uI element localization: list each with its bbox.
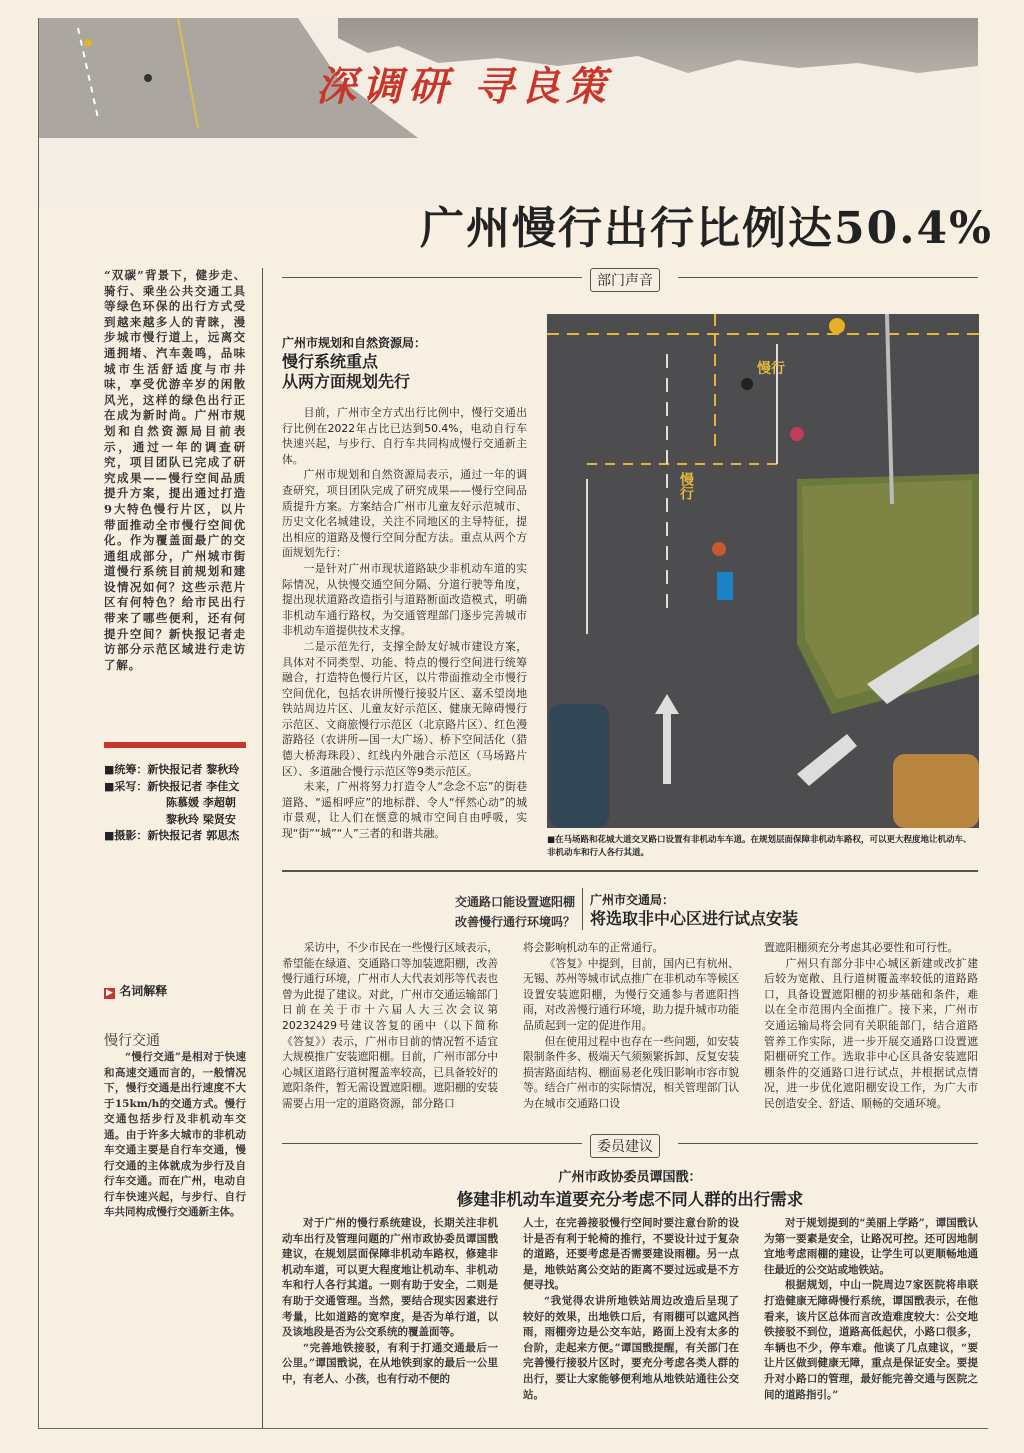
section-tag-department: 部门声音 [590,268,660,292]
heading-divider [582,888,583,930]
article-transport-col1: 采访中，不少市民在一些慢行区域表示，希望能在绿道、交通路口等加装遮阳棚，改善慢行通行环境，广州市人大代表刘彤等代表也曾为此提了建议。对此，广州市交通运输部门日前在关于市十六届人大三次会议第20232429号建议答复的函中（以下简称《答复》）表示，广州市目前的情况暂不适宜大规模推广安装遮阳棚。目前，广州市部分中心城区道路行道树覆盖率较高，已具备较好的遮阳条件，暂无需设置遮阳棚。遮阳棚的安装需要占用一定的道路资源，部分路口 [282,941,498,1110]
column-divider [262,268,263,1428]
arrow-icon: ▶ [104,988,115,999]
section-tag-committee: 委员建议 [590,1134,660,1158]
column-title: 深调研 寻良策 [316,63,612,110]
article-cppcc-col1: 对于广州的慢行系统建设，长期关注非机动车出行及管理问题的广州市政协委员谭国戬建议，在规划层面保障非机动车路权，修建非机动车道，可以更大程度地让机动车、非机动车和行人各行其道。一则有助于安全，二则是有助于交通管理。当然，要结合现实因素进行考量，比如道路的宽窄度，是否为单行道，以及该地段是否为公交系统的覆盖面等。 “完善地铁接驳，有利于打通交通最后一公里。”谭国戬说，在从地铁到家的最后一公里中，有老人、小孩，也有行动不便的 [282,1217,498,1385]
article-planning: 目前，广州市全方式出行比例中，慢行交通出行比例在2022年占比已达到50.4%，电动自行车快速兴起，与步行、自行车共同构成慢行交通新主体。 广州市规划和自然资源局表示，通过一年的调查研究，项目团队完成了研究成果——慢行空间品质提升方案。方案结合广州市儿童友好示范城市、历史文化名城建设，关注不同地区的主导特征，提出相应的道路及慢行空间分配方法。重点从两个方面规划先行： 一是针对广州市现状道路缺少非机动车道的实际情况，从快慢交通空间分隔、分道行驶等角度，提出现状道路改造指引与道路断面改造模式，明确非机动车通行路权，为交通管理部门逐步完善城市非机动车道提供技术支撑。 二是示范先行，支撑全龄友好城市建设方案，具体对不同类型、功能、特点的慢行空间进行统筹融合，打造特色慢行片区，以片带面推动全市慢行空间优化，包括农讲所慢行接驳片区、嘉禾望岗地铁站周边片区、儿童友好示范区、健康无障碍慢行示范区、文商旅慢行示范区（北京路片区）、红色漫游路径（农讲所—国一大广场）、桥下空间活化（猎德大桥海珠段）、红线内外融合示范区（马场路片区）、多道融合慢行示范区等9类示范区。 未来，广州将努力打造令人“念念不忘”的街巷道路、“遥相呼应”的地标群、令人“怦然心动”的城市景观，让人们在惬意的城市空间自由呼吸，实现“街”“城”“人”三者的和谐共融。 [282,406,527,841]
headline-planning: 慢行系统重点 从两方面规划先行 [282,352,411,391]
rule [678,277,978,278]
article-transport-col3: 置遮阳棚须充分考虑其必要性和可行性。 广州只有部分非中心城区新建或改扩建后较为宽敞、且行道树覆盖率较低的道路路口，具备设置遮阳棚的初步基础和条件，难以在全市范围内全面推广。接下来，广州市交通运输局将会同有关职能部门，结合道路管养工作实际，进一步开展交通路口设置遮阳棚研究工作。选取非中心区具备安装遮阳棚条件的交通路口进行试点，并根据试点情况，进一步优化遮阳棚安设工作，为广大市民创造安全、舒适、顺畅的交通环境。 [764,941,978,1110]
road-mark-slow: 慢行 [757,361,785,377]
credits [104,762,264,845]
lead-paragraph: “双碳”背景下，健步走、骑行、乘坐公共交通工具等绿色环保的出行方式受到越来越多人的青睐，漫步城市慢行道上，远离交通拥堵、汽车轰鸣，品味城市生活舒适度与市井味，享受优游辛岁的闲散风光，这样的绿色出行正在成为新时尚。广州市规划和自然资源局目前表示，通过一年的调查研究，项目团队已完成了研究成果——慢行空间品质提升方案，提出通过打造9大特色慢行片区，以片带面推动全市慢行空间优化。作为覆盖面最广的交通组成部分，广州城市街道慢行系统目前规划和建设情况如何？这些示范片区有何特色？给市民出行带来了哪些便利，还有何提升空间？新快报记者走访部分示范区域进行走访了解。 [104,268,246,672]
page-frame-left [38,18,39,1428]
kicker-cppcc-member: 广州市政协委员谭国戬： [558,1170,702,1185]
glossary-tag: ▶ 名词解释 [104,982,167,999]
kicker-planning-bureau: 广州市规划和自然资源局： [282,336,427,350]
page-frame-bottom [38,1428,988,1429]
road-mark-slow-vertical: 慢行 [678,472,694,500]
glossary-term: 慢行交通 [104,1033,160,1049]
credit-photo: ■摄影：新快报记者 郭思杰 [104,829,240,842]
headline-cppcc: 修建非机动车道要充分考虑不同人群的出行需求 [456,1190,804,1209]
question-heading: 交通路口能设置遮阳棚 改善慢行通行环境吗？ [454,895,575,929]
article-transport-col2: 将会影响机动车的正常通行。 《答复》中提到，目前，国内已有杭州、无锡、苏州等城市试点推广在非机动车等候区设置安装遮阳棚，为慢行交通参与者遮阳挡雨，对改善慢行通行环境，助力提升城市功能品质起到一定的促进作用。 但在使用过程中也存在一些问题，如安装限制条件多、极端天气须频繁拆卸、反复安装损害路面结构、棚面易老化残旧影响市容市貌等。结合广州市的实际情况，相关管理部门认为在城市交通路口设 [523,941,739,1110]
glossary-text: “慢行交通”是相对于快速和高速交通而言的，一般情况下，慢行交通是出行速度不大于15km/h的交通方式。慢行交通包括步行及非机动车交通。由于许多大城市的非机动车交通主要是自行车交通，慢行交通的主体就成为步行及自行车交通。而在广州，电动自行车快速兴起，与步行、自行车共同构成慢行交通新主体。 [104,1051,246,1218]
rule [678,1143,978,1144]
header-street-banner [38,18,978,208]
rule [282,1143,582,1144]
credit-reporting: ■采写：新快报记者 李佳文 陈慕媛 李超朝 黎秋玲 梁贤安 [104,779,240,826]
page-title: 广州慢行出行比例达50.4% [420,203,993,254]
rule [282,277,582,278]
credit-coordination: ■统筹：新快报记者 黎秋玲 [104,763,240,776]
red-divider [104,742,246,748]
intersection-photo [547,314,979,828]
section-rule [282,870,978,872]
kicker-transport-bureau: 广州市交通局： [590,893,675,907]
article-cppcc-col3: 对于规划提到的“美丽上学路”，谭国戬认为第一要素是安全，让路况可控。还可因地制宜地考虑雨棚的建设，让学生可以更顺畅地通往最近的公交站或地铁站。 根据规划，中山一院周边7家医院将串联打造健康无障碍慢行系统，谭国戬表示，在他看来，该片区总体而言改造难度较大：公交地铁接驳不到位，道路高低起伏，小路口很多，车辆也不少，停车难。他谈了几点建议，“要让片区做到健康无障，重点是保证安全。要提升对小路口的管理，最好能完善交通与医院之间的道路指引。” [764,1217,978,1401]
article-cppcc-col2: 人士，在完善接驳慢行空间时要注意台阶的设计是否有利于轮椅的推行，不要设计过于复杂的道路，还要考虑是否需要建设雨棚。另一点是，地铁站离公交站的距离不要过远或是不方便寻找。 “我觉得农讲所地铁站周边改造后呈现了较好的效果，出地铁口后，有雨棚可以遮风挡雨，雨棚旁边是公交车站，路面上没有太多的台阶，走起来方便。”谭国戬提醒，有关部门在完善慢行接驳片区时，要充分考虑各类人群的出行，要让大家能够便利地从地铁站通往公交站。 [523,1217,739,1401]
photo-caption: ■在马场路和花城大道交叉路口设置有非机动车车道。在规划层面保障非机动车路权，可以更大程度地让机动车、非机动车和行人各行其道。 [547,835,972,858]
headline-transport: 将选取非中心区进行试点安装 [590,909,799,928]
